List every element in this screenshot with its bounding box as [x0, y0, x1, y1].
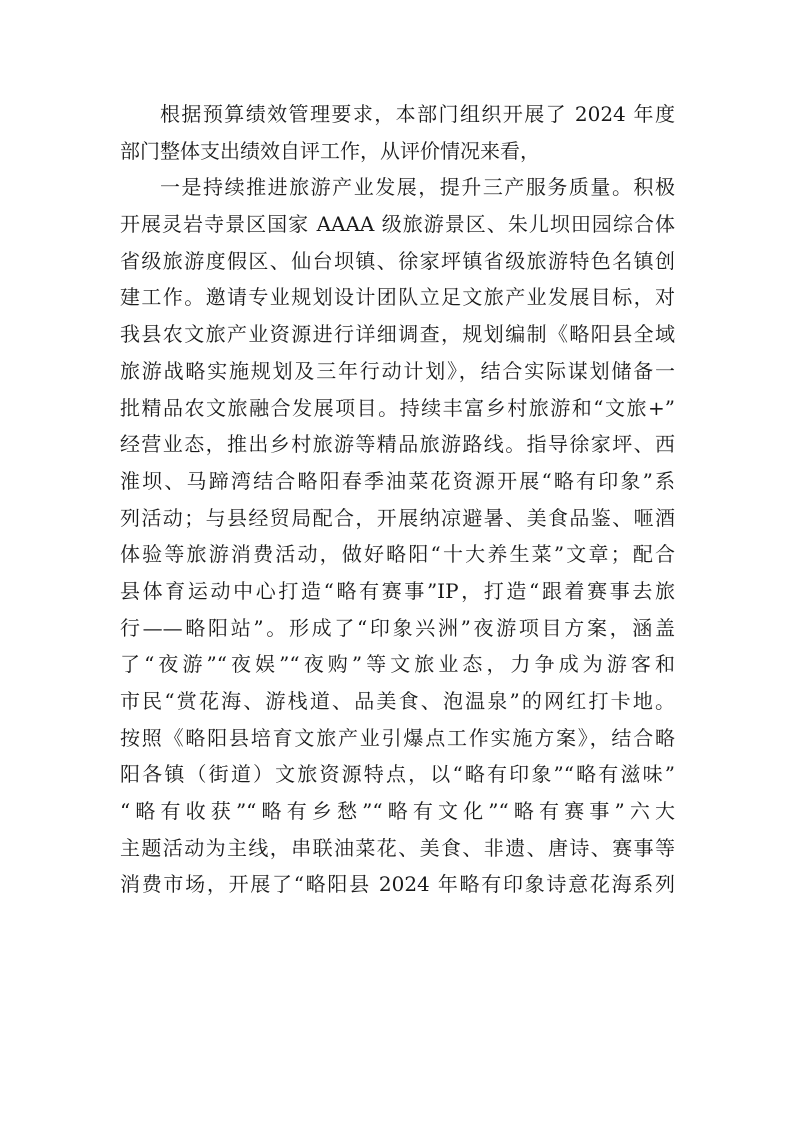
- text-line: 行——略阳站”。形成了“印象兴洲”夜游项目方案，涵盖: [120, 615, 675, 640]
- text-line: 建工作。邀请专业规划设计团队立足文旅产业发展目标，对: [120, 285, 675, 310]
- text-line: 部门整体支出绩效自评工作，从评价情况来看，: [120, 138, 540, 163]
- text-line: 我县农文旅产业资源进行详细调查，规划编制《略阳县全域: [120, 322, 675, 347]
- text-line: 主题活动为主线，串联油菜花、美食、非遗、唐诗、赛事等: [120, 835, 675, 860]
- text-line: 经营业态，推出乡村旅游等精品旅游路线。指导徐家坪、西: [120, 432, 675, 457]
- text-line: 体验等旅游消费活动，做好略阳“十大养生菜”文章；配合: [120, 542, 675, 567]
- text-line: 旅游战略实施规划及三年行动计划》，结合实际谋划储备一: [120, 358, 675, 383]
- text-line: 一是持续推进旅游产业发展，提升三产服务质量。积极: [160, 175, 675, 200]
- text-line: 按照《略阳县培育文旅产业引爆点工作实施方案》，结合略: [120, 725, 675, 750]
- text-line: “略有收获”“略有乡愁”“略有文化”“略有赛事”六大: [120, 799, 675, 824]
- text-line: 批精品农文旅融合发展项目。持续丰富乡村旅游和“文旅+”: [120, 395, 675, 420]
- text-line: 了“夜游”“夜娱”“夜购”等文旅业态，力争成为游客和: [120, 652, 675, 677]
- text-line: 开展灵岩寺景区国家 AAAA 级旅游景区、朱儿坝田园综合体: [120, 212, 675, 237]
- text-line: 淮坝、马蹄湾结合略阳春季油菜花资源开展“略有印象”系: [120, 468, 675, 493]
- paragraph-tourism: [120, 169, 675, 903]
- text-line: 列活动；与县经贸局配合，开展纳凉避暑、美食品鉴、咂酒: [120, 505, 675, 530]
- text-line: 根据预算绩效管理要求，本部门组织开展了 2024 年度: [160, 102, 675, 126]
- body-text: [120, 96, 675, 903]
- text-line: 市民“赏花海、游栈道、品美食、泡温泉”的网红打卡地。: [120, 689, 675, 713]
- paragraph-intro: [120, 96, 675, 169]
- text-line: 消费市场，开展了“略阳县 2024 年略有印象诗意花海系列: [120, 872, 675, 897]
- text-line: 阳各镇（街道）文旅资源特点，以“略有印象”“略有滋味”: [120, 762, 675, 787]
- text-line: 省级旅游度假区、仙台坝镇、徐家坪镇省级旅游特色名镇创: [120, 248, 675, 273]
- text-line: 县体育运动中心打造“略有赛事”IP，打造“跟着赛事去旅: [120, 578, 675, 603]
